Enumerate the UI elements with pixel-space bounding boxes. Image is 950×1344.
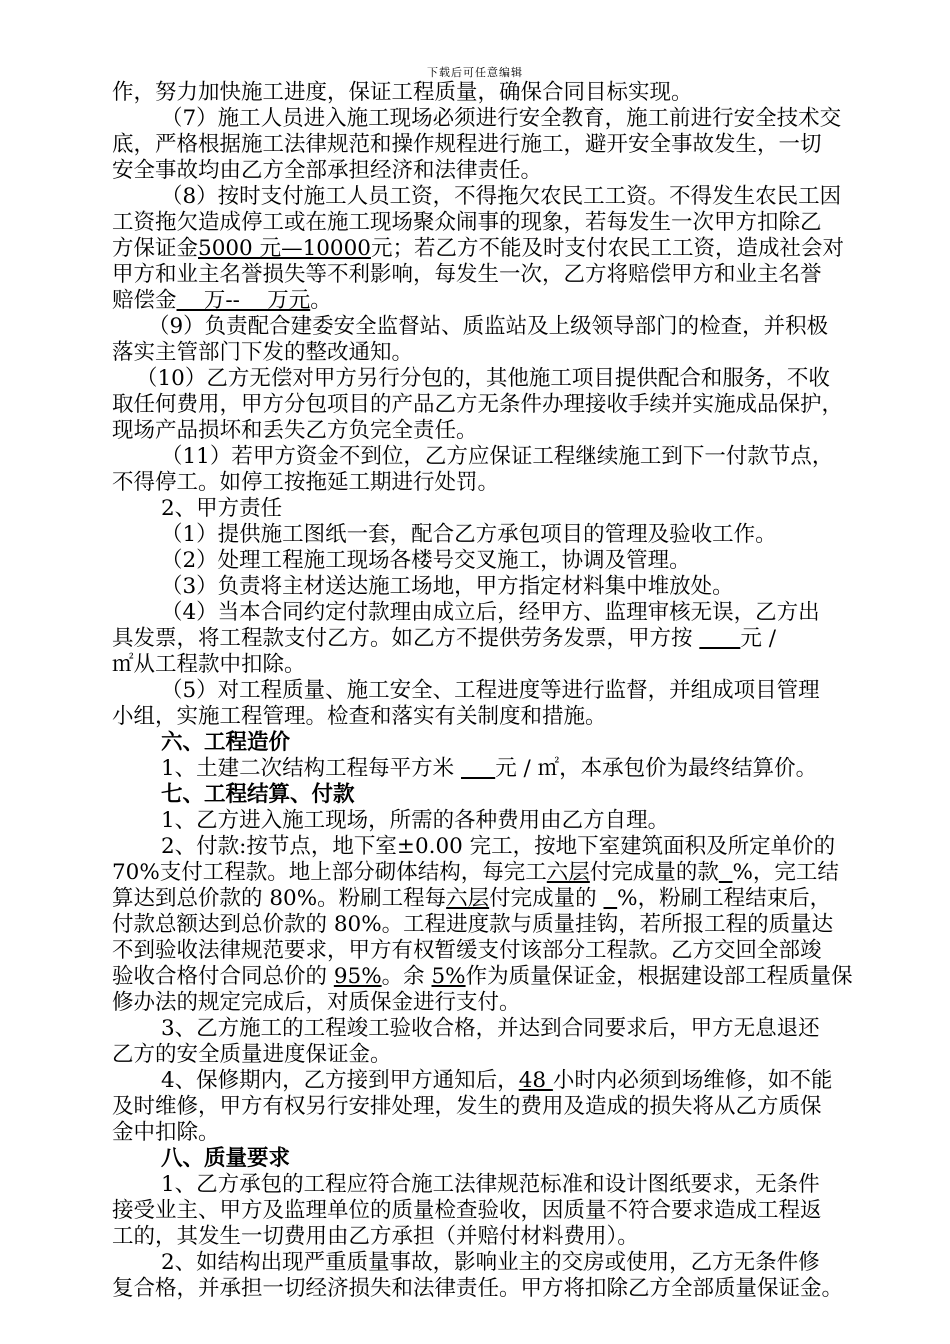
paragraph-line: （5）对工程质量、施工安全、工程进度等进行监督，并组成项目管理 xyxy=(161,678,820,703)
paragraph-line xyxy=(112,1068,860,1094)
paragraph-line: 1、乙方承包的工程应符合施工法律规范标准和设计图纸要求，无条件 xyxy=(161,1172,820,1197)
page-header: 下载后可任意编辑 xyxy=(427,66,523,79)
retention-percent: 5% xyxy=(431,964,466,989)
paragraph-line: 底，严格根据施工法律规范和操作规程进行施工，避开安全事故发生，一切 xyxy=(112,132,822,157)
line-text: 方保证金 xyxy=(112,236,199,261)
paragraph-line: 不得停工。如停工按拖延工期进行处罚。 xyxy=(112,470,500,495)
line-text: 1、土建二次结构工程每平方米 xyxy=(161,756,462,781)
paragraph-line: 修办法的规定完成后，对质保金进行支付。 xyxy=(112,990,521,1015)
line-text: %，粉刷工程结束后， xyxy=(617,886,832,911)
paragraph-line xyxy=(112,236,860,262)
line-text: 付完成量的款 xyxy=(589,860,719,885)
paragraph-line: （7）施工人员进入施工现场必须进行安全教育，施工前进行安全技术交 xyxy=(161,106,842,131)
line-text: 4、保修期内，乙方接到甲方通知后， xyxy=(161,1068,519,1093)
line-text: 付完成量的 xyxy=(489,886,604,911)
section-heading-settlement: 七、工程结算、付款 xyxy=(161,782,355,807)
paragraph-line: 甲方和业主名誉损失等不利影响，每发生一次，乙方将赔偿甲方和业主名誉 xyxy=(112,262,822,287)
line-text: 元；若乙方不能及时支付农民工工资，造成社会对 xyxy=(370,236,844,261)
line-text: 验收合格付合同总价的 xyxy=(112,964,334,989)
compensation-amount-blank: 万-- 万元 xyxy=(176,288,311,313)
paragraph-line xyxy=(112,964,860,990)
paragraph-line: 安全事故均由乙方全部承担经济和法律责任。 xyxy=(112,158,543,183)
section-subheading: 2、甲方责任 xyxy=(161,496,283,521)
paragraph-line: 不到验收法律规范要求，甲方有权暂缓支付该部分工程款。乙方交回全部竣 xyxy=(112,938,822,963)
response-hours: 48 xyxy=(518,1068,553,1093)
paragraph-line: 2、付款:按节点，地下室±0.00 完工，按地下室建筑面积及所定单价的 xyxy=(161,834,836,859)
paragraph-line: 3、乙方施工的工程竣工验收合格，并达到合同要求后，甲方无息退还 xyxy=(161,1016,820,1041)
section-heading-cost: 六、工程造价 xyxy=(161,730,291,755)
line-text: %，完工结 xyxy=(732,860,839,885)
deposit-amount-blank: 5000 元—10000 xyxy=(198,236,371,261)
paragraph-line xyxy=(112,288,860,314)
paragraph-line xyxy=(112,886,860,912)
percent-blank xyxy=(719,860,733,885)
invoice-rate-blank xyxy=(699,626,740,651)
paragraph-line: 落实主管部门下发的整改通知。 xyxy=(112,340,414,365)
line-text: 具发票，将工程款支付乙方。如乙方不提供劳务发票，甲方按 xyxy=(112,626,700,651)
document-body xyxy=(112,80,860,1302)
line-text: 元 / xyxy=(740,626,776,651)
floor-count: 六层 xyxy=(546,860,590,885)
paragraph-line: （3）负责将主材送达施工场地，甲方指定材料集中堆放处。 xyxy=(161,574,734,599)
line-text: 算达到总价款的 80%。粉刷工程每 xyxy=(112,886,447,911)
paragraph-line: （8）按时支付施工人员工资，不得拖欠农民工工资。不得发生农民工因 xyxy=(161,184,842,209)
paragraph-line: （1）提供施工图纸一套，配合乙方承包项目的管理及验收工作。 xyxy=(161,522,777,547)
line-text: 元 / ㎡，本承包价为最终结算价。 xyxy=(495,756,818,781)
unit-price-blank xyxy=(461,756,495,781)
paragraph-line: 现场产品损坏和丢失乙方负完全责任。 xyxy=(112,418,478,443)
paragraph-line xyxy=(112,860,860,886)
line-text: 赔偿金 xyxy=(112,288,177,313)
paragraph-line: 1、乙方进入施工现场，所需的各种费用由乙方自理。 xyxy=(161,808,670,833)
paragraph-line: 作，努力加快施工进度，保证工程质量，确保合同目标实现。 xyxy=(112,80,693,105)
section-heading-quality: 八、质量要求 xyxy=(161,1146,291,1171)
line-text: 。余 xyxy=(381,964,432,989)
paragraph-line xyxy=(112,626,860,652)
paragraph-line: 小组，实施工程管理。检查和落实有关制度和措施。 xyxy=(112,704,607,729)
line-text: 70%支付工程款。地上部分砌体结构，每完工 xyxy=(112,860,547,885)
paragraph-line: （2）处理工程施工现场各楼号交叉施工，协调及管理。 xyxy=(161,548,691,573)
percent-blank xyxy=(603,886,617,911)
floor-count: 六层 xyxy=(446,886,490,911)
paragraph-line: （10）乙方无偿对甲方另行分包的，其他施工项目提供配合和服务，不收 xyxy=(136,366,830,391)
paragraph-line: 付款总额达到总价款的 80%。工程进度款与质量挂钩，若所报工程的质量达 xyxy=(112,912,834,937)
paragraph-line: 复合格，并承担一切经济损失和法律责任。甲方将扣除乙方全部质量保证金。 xyxy=(112,1276,844,1301)
paragraph-line: （4）当本合同约定付款理由成立后，经甲方、监理审核无误，乙方出 xyxy=(161,600,820,625)
line-text: 作为质量保证金，根据建设部工程质量保 xyxy=(465,964,853,989)
contract-percent: 95% xyxy=(333,964,382,989)
paragraph-line: 及时维修，甲方有权另行安排处理，发生的费用及造成的损失将从乙方质保 xyxy=(112,1094,822,1119)
paragraph-line xyxy=(112,756,860,782)
paragraph-line: 金中扣除。 xyxy=(112,1120,220,1145)
paragraph-line: 接受业主、甲方及监理单位的质量检查验收，因质量不符合要求造成工程返 xyxy=(112,1198,822,1223)
line-text: 。 xyxy=(310,288,332,313)
paragraph-line: 取任何费用，甲方分包项目的产品乙方无条件办理接收手续并实施成品保护， xyxy=(112,392,844,417)
paragraph-line: （11）若甲方资金不到位，乙方应保证工程继续施工到下一付款节点， xyxy=(161,444,834,469)
line-text: 小时内必须到场维修，如不能 xyxy=(552,1068,833,1093)
paragraph-line: 乙方的安全质量进度保证金。 xyxy=(112,1042,392,1067)
paragraph-line: （9）负责配合建委安全监督站、质监站及上级领导部门的检查，并积极 xyxy=(148,314,829,339)
paragraph-line: ㎡从工程款中扣除。 xyxy=(112,652,306,677)
paragraph-line: 工资拖欠造成停工或在施工现场聚众闹事的现象，若每发生一次甲方扣除乙 xyxy=(112,210,822,235)
paragraph-line: 工的，其发生一切费用由乙方承担（并赔付材料费用）。 xyxy=(112,1224,639,1249)
paragraph-line: 2、如结构出现严重质量事故，影响业主的交房或使用，乙方无条件修 xyxy=(161,1250,820,1275)
